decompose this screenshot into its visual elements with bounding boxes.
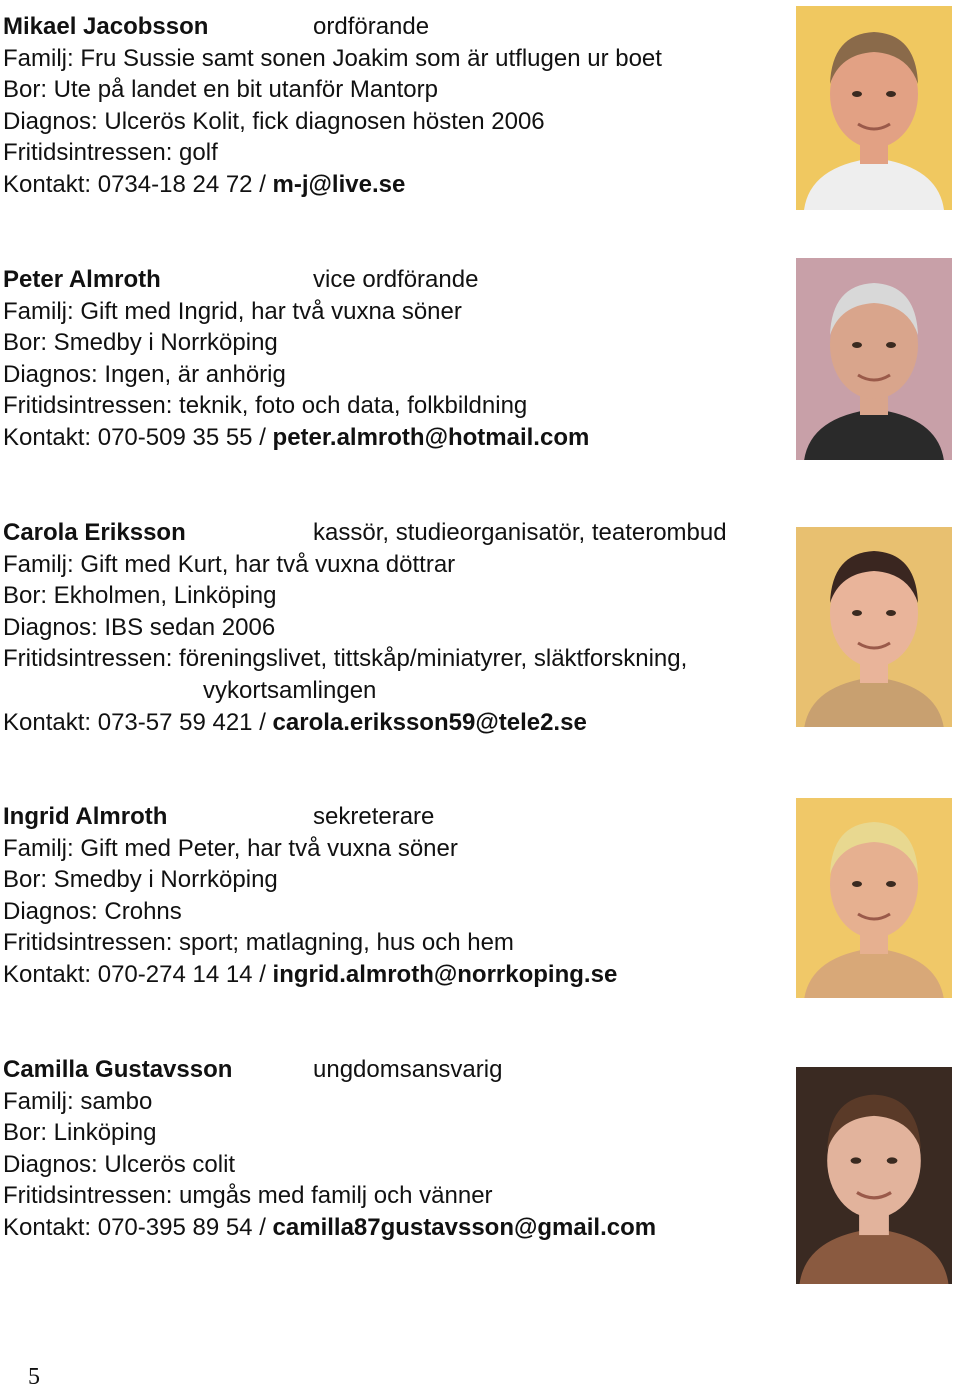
interests-line: Fritidsintressen: umgås med familj och vänner <box>3 1182 493 1210</box>
contact-email[interactable]: m-j@live.se <box>272 170 406 198</box>
portrait-photo <box>796 258 952 460</box>
contact-phone: Kontakt: 070-274 14 14 / <box>3 960 273 988</box>
residence-line: Bor: Linköping <box>3 1119 157 1147</box>
residence-line: Bor: Smedby i Norrköping <box>3 329 278 357</box>
person-name: Peter Almroth <box>3 266 161 293</box>
diagnosis-line: Diagnos: Ingen, är anhörig <box>3 360 286 388</box>
header-line <box>3 1054 793 1086</box>
contact-line <box>3 707 793 739</box>
diagnosis-line: Diagnos: Ulcerös Kolit, fick diagnosen hösten 2006 <box>3 107 545 135</box>
header-line <box>3 264 793 296</box>
person-role: ordförande <box>313 13 430 40</box>
family-line: Familj: Gift med Ingrid, har två vuxna söner <box>3 297 462 325</box>
residence-line: Bor: Smedby i Norrköping <box>3 866 278 894</box>
header-line <box>3 517 793 549</box>
portrait-photo <box>796 6 952 210</box>
person-card <box>3 11 793 201</box>
person-card <box>3 264 793 454</box>
residence-line: Bor: Ute på landet en bit utanför Mantorp <box>3 76 438 104</box>
family-line: Familj: sambo <box>3 1087 153 1115</box>
person-name: Ingrid Almroth <box>3 803 168 830</box>
page-number: 5 <box>28 1364 40 1390</box>
interests-line: Fritidsintressen: teknik, foto och data, folkbildning <box>3 392 528 420</box>
diagnosis-line: Diagnos: IBS sedan 2006 <box>3 613 276 641</box>
contact-line <box>3 169 793 201</box>
contact-email[interactable]: carola.eriksson59@tele2.se <box>272 708 587 736</box>
person-card <box>3 1054 793 1244</box>
person-card <box>3 517 793 738</box>
header-line <box>3 11 793 43</box>
residence-line: Bor: Ekholmen, Linköping <box>3 582 277 610</box>
diagnosis-line: Diagnos: Ulcerös colit <box>3 1150 236 1178</box>
contact-phone: Kontakt: 0734-18 24 72 / <box>3 170 273 198</box>
interests-line: Fritidsintressen: sport; matlagning, hus och hem <box>3 929 514 957</box>
portrait-photo <box>796 527 952 727</box>
person-role: vice ordförande <box>313 266 479 293</box>
person-role: ungdomsansvarig <box>313 1056 503 1083</box>
person-card <box>3 801 793 991</box>
person-role: kassör, studieorganisatör, teaterombud <box>313 519 727 546</box>
family-line: Familj: Fru Sussie samt sonen Joakim som är utflugen ur boet <box>3 44 662 72</box>
person-name: Carola Eriksson <box>3 519 186 546</box>
contact-email[interactable]: camilla87gustavsson@gmail.com <box>272 1213 657 1241</box>
contact-line <box>3 959 793 991</box>
interests-line: Fritidsintressen: golf <box>3 139 218 167</box>
contact-line <box>3 422 793 454</box>
contact-phone: Kontakt: 070-395 89 54 / <box>3 1213 273 1241</box>
person-name: Camilla Gustavsson <box>3 1056 233 1083</box>
diagnosis-line: Diagnos: Crohns <box>3 897 182 925</box>
header-line <box>3 801 793 833</box>
portrait-photo <box>796 798 952 998</box>
interests-continuation: vykortsamlingen <box>203 676 377 704</box>
contact-email[interactable]: peter.almroth@hotmail.com <box>272 423 590 451</box>
person-role: sekreterare <box>313 803 435 830</box>
contact-phone: Kontakt: 070-509 35 55 / <box>3 423 273 451</box>
family-line: Familj: Gift med Peter, har två vuxna söner <box>3 834 458 862</box>
contact-line <box>3 1212 793 1244</box>
contact-phone: Kontakt: 073-57 59 421 / <box>3 708 273 736</box>
family-line: Familj: Gift med Kurt, har två vuxna döttrar <box>3 550 456 578</box>
portrait-photo <box>796 1067 952 1284</box>
person-name: Mikael Jacobsson <box>3 13 209 40</box>
interests-line: Fritidsintressen: föreningslivet, tittskåp/miniatyrer, släktforskning, <box>3 645 688 673</box>
contact-email[interactable]: ingrid.almroth@norrkoping.se <box>272 960 618 988</box>
